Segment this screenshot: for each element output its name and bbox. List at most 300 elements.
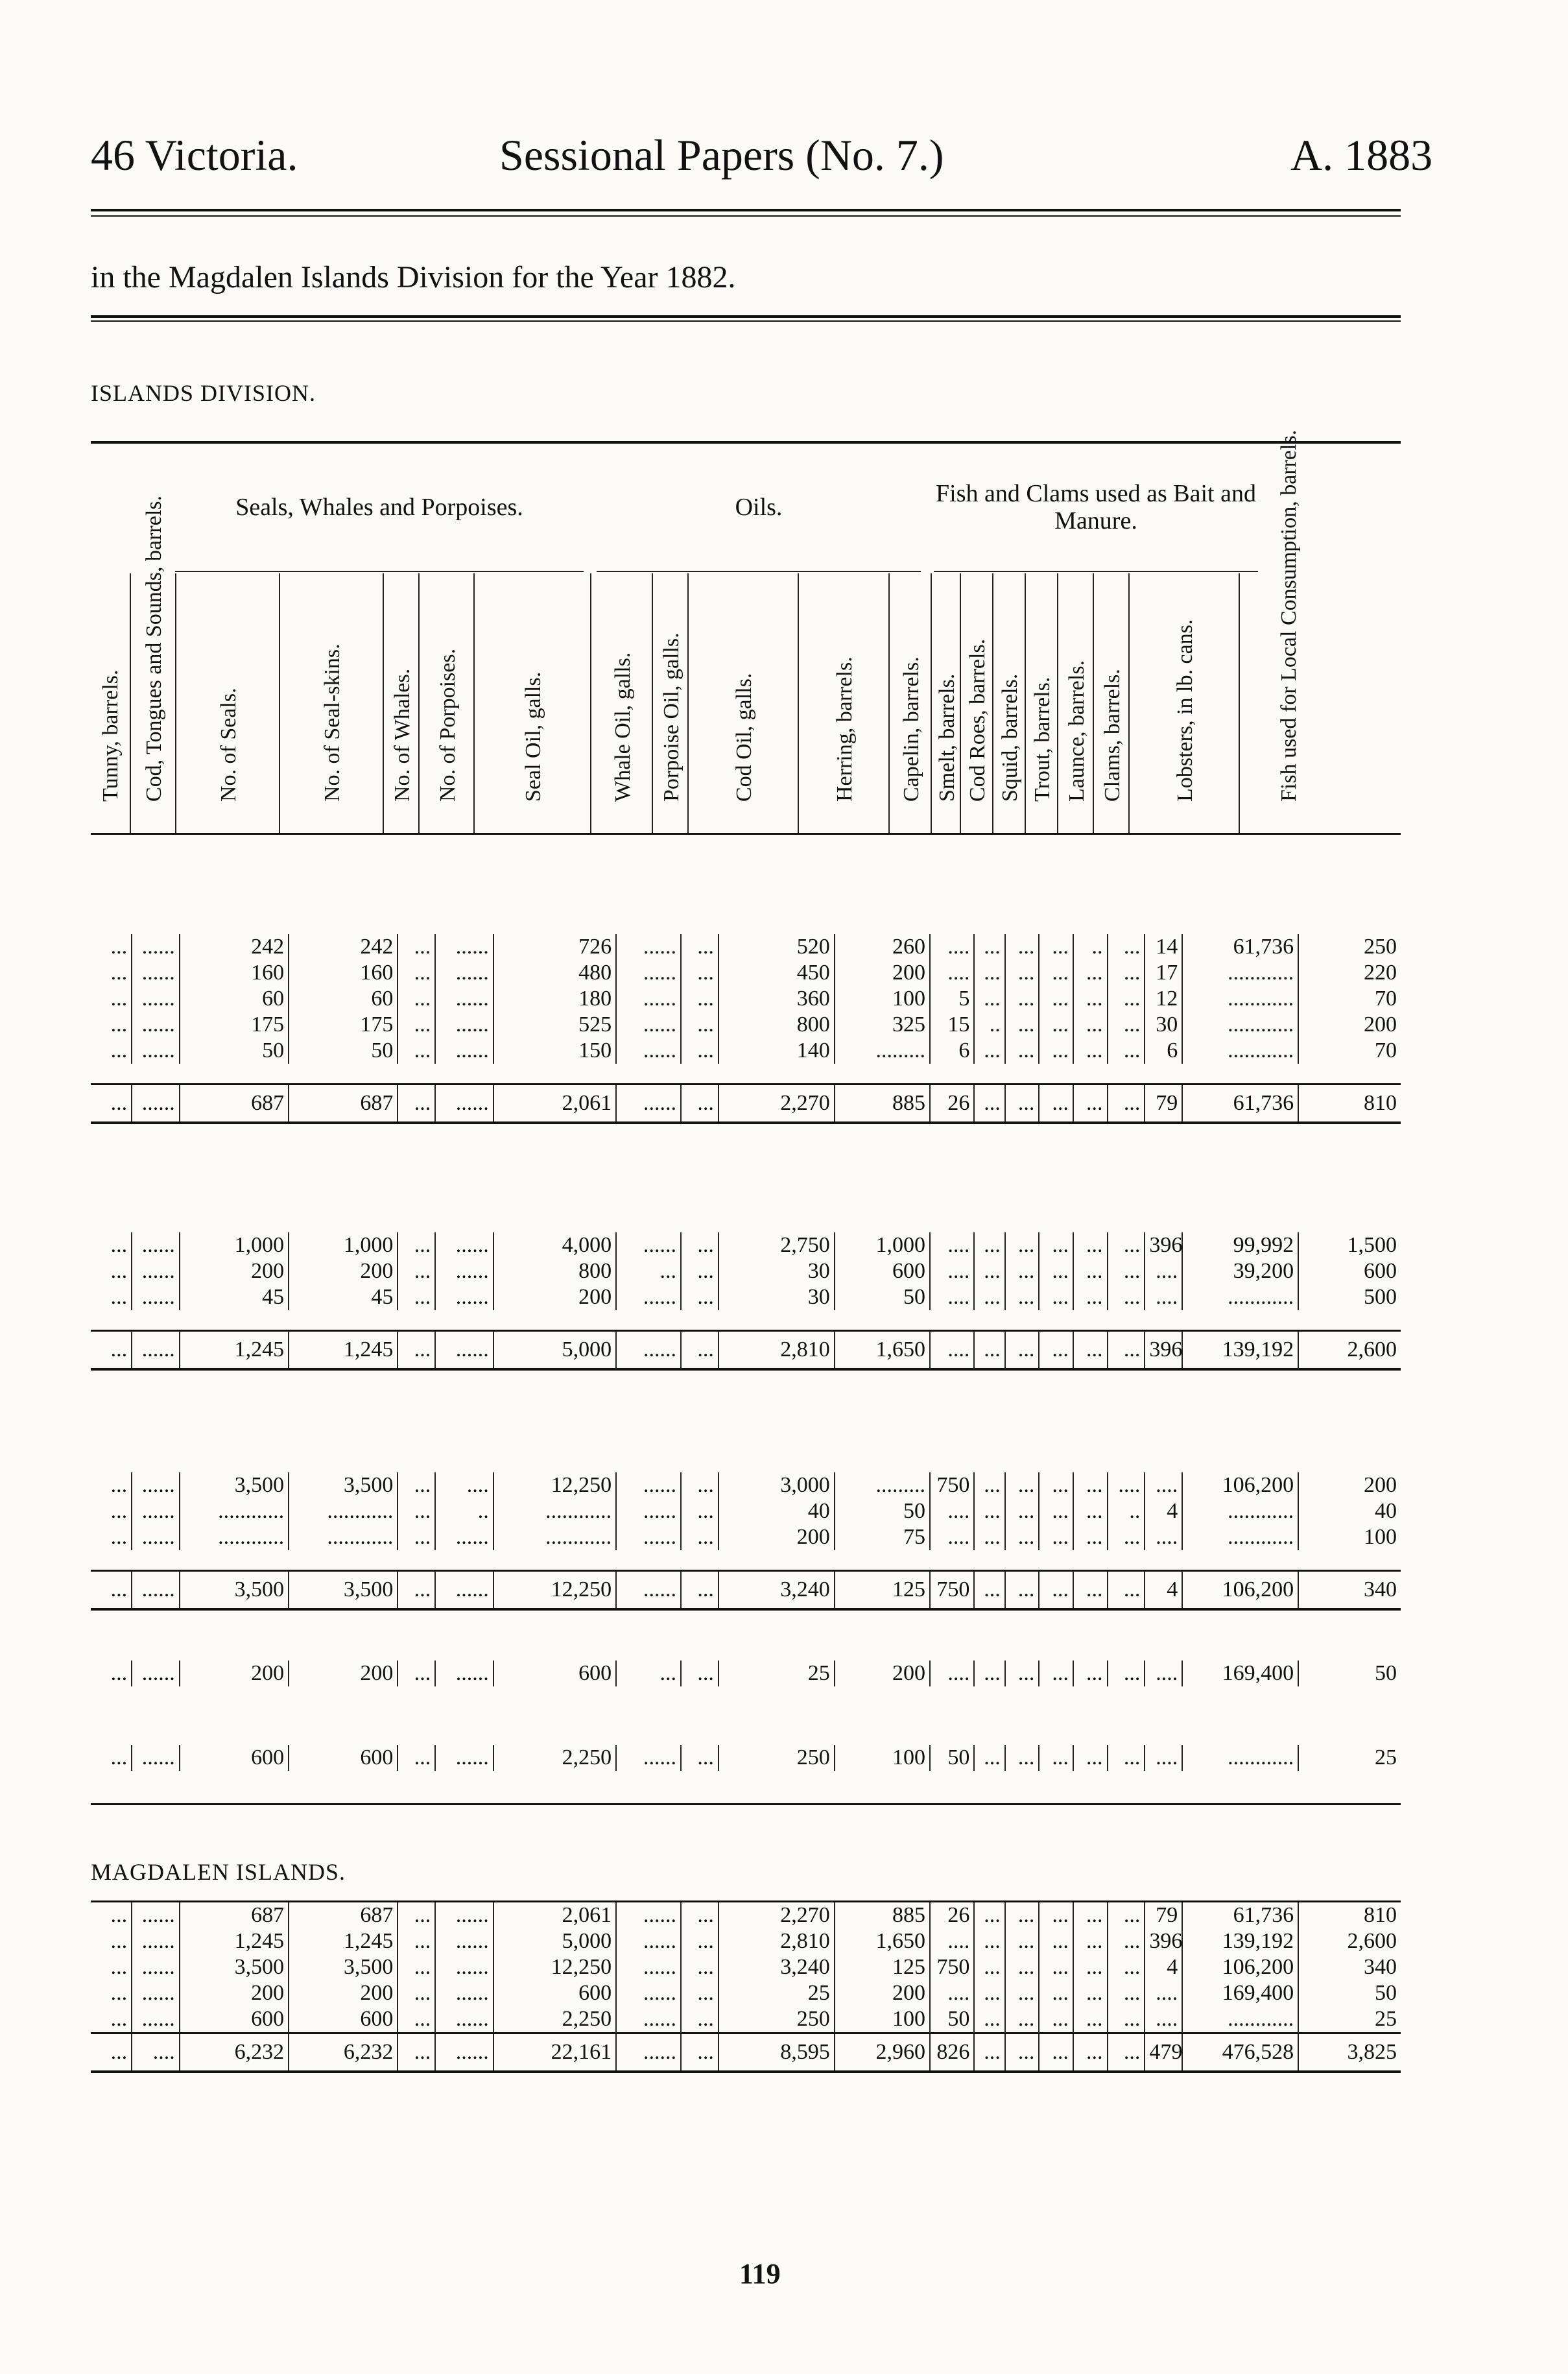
table-cell: 60 (180, 986, 289, 1012)
table-cell: 325 (835, 1012, 930, 1038)
table-cell: ...... (435, 1258, 493, 1284)
table-cell: ... (1073, 1085, 1108, 1123)
table-cell: 600 (180, 1745, 289, 1771)
table-cell: ... (1108, 1012, 1145, 1038)
table-cell: ...... (616, 1472, 681, 1498)
table-cell: 3,500 (180, 1954, 289, 1980)
table-cell: ...... (435, 1232, 493, 1258)
table-cell: 750 (930, 1571, 974, 1610)
table-cell: 200 (835, 960, 930, 986)
table-cell: 3,825 (1298, 2033, 1401, 2072)
table-cell: 1,245 (289, 1928, 398, 1954)
table-cell: ...... (435, 1085, 493, 1123)
table-cell: ...... (616, 1980, 681, 2006)
table-cell: ... (974, 1038, 1004, 1064)
table-cell: ... (1108, 1980, 1145, 2006)
table-cell: 180 (493, 986, 616, 1012)
table-cell: 2,600 (1298, 1928, 1401, 1954)
table-cell: 885 (835, 1902, 930, 1929)
spacer-cell (91, 1064, 1401, 1085)
table-cell: 525 (493, 1012, 616, 1038)
table-cell: 480 (493, 960, 616, 986)
table-cell: 1,650 (835, 1331, 930, 1370)
table-row (91, 1472, 1401, 1498)
table-cell: ... (974, 1928, 1004, 1954)
table-cell: ... (91, 2033, 132, 2072)
table-cell: 450 (719, 960, 835, 986)
table-cell: 1,000 (289, 1232, 398, 1258)
table-cell: ... (681, 1524, 719, 1550)
table-cell: ... (681, 1038, 719, 1064)
table-cell: 175 (289, 1012, 398, 1038)
table-cell: ... (91, 1331, 132, 1370)
spacer-cell (91, 1550, 1401, 1571)
table-cell: 5 (930, 986, 974, 1012)
total-row (91, 1331, 1401, 1370)
table-cell: ...... (132, 1012, 180, 1038)
table-cell: ...... (435, 986, 493, 1012)
table-cell: ...... (616, 1012, 681, 1038)
table-cell: 30 (719, 1258, 835, 1284)
table-cell: ... (398, 1524, 435, 1550)
column-header-cell (130, 495, 176, 833)
table-cell: ... (1039, 934, 1073, 960)
table-cell: ... (1005, 1472, 1039, 1498)
table-cell: ... (1039, 1980, 1073, 2006)
table-cell: .... (1145, 1258, 1182, 1284)
table-cell: ... (974, 1661, 1004, 1686)
table-cell: ... (1108, 1085, 1145, 1123)
table-cell: ... (974, 1498, 1004, 1524)
table-cell: 250 (719, 1745, 835, 1771)
table-cell: ... (1073, 2006, 1108, 2033)
header-rule-bottom (91, 215, 1401, 217)
table-cell: ... (974, 1954, 1004, 1980)
table-cell: 600 (835, 1258, 930, 1284)
table-row (91, 1902, 1401, 1929)
table-cell: 2,810 (719, 1331, 835, 1370)
table-cell: 12,250 (493, 1472, 616, 1498)
table-cell: 800 (719, 1012, 835, 1038)
table-cell: 160 (289, 960, 398, 986)
column-header-label: Fish used for Local Consumption, barrels. (1277, 429, 1301, 802)
table-cell: 3,500 (180, 1472, 289, 1498)
table-cell: 600 (289, 1745, 398, 1771)
table-cell: .... (930, 1284, 974, 1310)
table-cell: ... (110, 1929, 128, 1953)
column-header-label: No. of Whales. (390, 668, 414, 802)
table-cell: 175 (180, 1012, 289, 1038)
table-cell: ... (1039, 1954, 1073, 1980)
table-cell: ... (110, 2007, 128, 2031)
table-cell: .. (974, 1012, 1004, 1038)
table-cell: ...... (132, 1954, 180, 1980)
table-cell: ... (398, 1232, 435, 1258)
table-cell: .... (930, 1661, 974, 1686)
table-cell: 79 (1145, 1902, 1182, 1929)
table-cell: ............ (493, 1498, 616, 1524)
table-cell: ... (398, 1928, 435, 1954)
table-cell: ... (974, 1284, 1004, 1310)
table-cell: 61,736 (1182, 1085, 1298, 1123)
table-cell: ...... (435, 1571, 493, 1610)
table-cell: 2,061 (493, 1085, 616, 1123)
table-cell: 340 (1298, 1954, 1401, 1980)
table-cell: ............ (1182, 1745, 1298, 1771)
column-header-cell (91, 573, 130, 833)
table-cell: 242 (289, 934, 398, 960)
table-cell: 200 (493, 1284, 616, 1310)
table-cell: ...... (616, 1745, 681, 1771)
table-cell: ...... (132, 1524, 180, 1550)
spacer-row (91, 1064, 1401, 1085)
table-cell: ... (1073, 1571, 1108, 1610)
table-cell: ... (1108, 960, 1145, 986)
group-fish-bait: Fish and Clams used as Bait and Manure. (934, 444, 1258, 572)
column-header-cell (1239, 429, 1337, 833)
table-cell: ... (1108, 1661, 1145, 1686)
spacer-cell (91, 1310, 1401, 1331)
table-cell: 30 (719, 1284, 835, 1310)
table-cell: ...... (616, 1331, 681, 1370)
table-cell: ... (1039, 1038, 1073, 1064)
table-cell: .... (1145, 1284, 1182, 1310)
table-cell: ... (1108, 1571, 1145, 1610)
table-row (91, 1498, 1401, 1524)
table-cell: ... (1005, 960, 1039, 986)
table-cell: ... (1073, 1012, 1108, 1038)
column-header-label: No. of Porpoises. (435, 648, 460, 802)
table-cell: 50 (930, 2006, 974, 2033)
group-oils: Oils. (597, 444, 921, 572)
table-cell: ... (1005, 1085, 1039, 1123)
table-cell: ... (1108, 1954, 1145, 1980)
table-cell: ... (681, 1331, 719, 1370)
table-cell: 687 (289, 1902, 398, 1929)
table-cell: ... (1039, 1472, 1073, 1498)
table-cell: ... (974, 1980, 1004, 2006)
table-cell: ... (1073, 1661, 1108, 1686)
table-cell: 70 (1298, 1038, 1401, 1064)
table-cell: ... (1073, 1954, 1108, 1980)
table-cell: 70 (1298, 986, 1401, 1012)
table-cell: ... (110, 1525, 128, 1549)
grand-total-row (91, 2033, 1401, 2072)
table-cell: 25 (719, 1980, 835, 2006)
table-cell: 6 (930, 1038, 974, 1064)
table-cell: ...... (435, 1954, 493, 1980)
column-header-label: No. of Seals. (217, 688, 241, 802)
header-right: A. 1883 (1290, 130, 1433, 180)
column-header-cell (992, 573, 1026, 833)
column-header-cell (1093, 573, 1130, 833)
table-cell: 15 (930, 1012, 974, 1038)
table-cell: ...... (435, 1331, 493, 1370)
table-cell: ...... (132, 1038, 180, 1064)
table-cell: 220 (1298, 960, 1401, 986)
table-cell: ...... (132, 1928, 180, 1954)
table-cell: 100 (835, 1745, 930, 1771)
table-cell: ... (110, 1745, 128, 1769)
table-cell: ... (1005, 986, 1039, 1012)
table-cell: 2,600 (1298, 1331, 1401, 1370)
table-row (91, 1928, 1401, 1954)
table-cell: 687 (180, 1085, 289, 1123)
table-cell: ... (110, 1259, 128, 1283)
table-cell: 106,200 (1182, 1954, 1298, 1980)
table-cell: 45 (180, 1284, 289, 1310)
table-cell: 885 (835, 1085, 930, 1123)
table-cell: 50 (1298, 1661, 1401, 1686)
table-cell: ... (1108, 1524, 1145, 1550)
block-2-table (91, 1232, 1401, 1371)
table-cell: 1,245 (180, 1331, 289, 1370)
table-cell: 4 (1145, 1954, 1182, 1980)
table-cell: 810 (1298, 1902, 1401, 1929)
table-cell: ... (91, 1571, 132, 1610)
table-cell: ...... (132, 1498, 180, 1524)
table-cell: .... (930, 1928, 974, 1954)
table-cell: 30 (1145, 1012, 1182, 1038)
table-cell: 1,500 (1298, 1232, 1401, 1258)
table-cell: ...... (132, 1980, 180, 2006)
table-cell: ... (110, 1499, 128, 1523)
table-cell: 150 (493, 1038, 616, 1064)
table-cell: 826 (930, 2033, 974, 2072)
table-cell: 26 (930, 1085, 974, 1123)
table-cell: ... (681, 1928, 719, 1954)
table-cell: .. (1108, 1498, 1145, 1524)
table-cell: 14 (1145, 934, 1182, 960)
table-cell: 106,200 (1182, 1472, 1298, 1498)
table-cell: 800 (493, 1258, 616, 1284)
table-cell: ... (1108, 1928, 1145, 1954)
block-1-table (91, 934, 1401, 1124)
table-cell: 22,161 (493, 2033, 616, 2072)
table-cell: ... (1039, 1498, 1073, 1524)
table-cell: ............ (289, 1498, 398, 1524)
table-cell: ... (1073, 1331, 1108, 1370)
table-row (91, 1524, 1401, 1550)
table-cell: .... (1145, 1980, 1182, 2006)
table-cell: ... (681, 1498, 719, 1524)
table-cell: ... (1039, 1284, 1073, 1310)
table-cell: .... (1145, 1472, 1182, 1498)
table-cell: ... (1005, 2033, 1039, 2072)
table-cell: ...... (132, 1661, 180, 1686)
section-title-magdalen-islands: MAGDALEN ISLANDS. (91, 1859, 346, 1885)
column-header-label: Cod Oil, galls. (732, 673, 756, 802)
table-cell: ... (974, 1571, 1004, 1610)
table-cell: ... (974, 1085, 1004, 1123)
table-row (91, 1258, 1401, 1284)
table-cell: ............ (1182, 960, 1298, 986)
table-cell: ... (1005, 1571, 1039, 1610)
table-cell: ... (681, 1012, 719, 1038)
table-cell: ... (1039, 1085, 1073, 1123)
table-cell: 2,750 (719, 1232, 835, 1258)
table-cell: ...... (616, 1038, 681, 1064)
table-cell: ... (398, 960, 435, 986)
table-cell: ... (1005, 1331, 1039, 1370)
table-cell: ...... (616, 1902, 681, 1929)
table-cell: 3,500 (289, 1571, 398, 1610)
table-cell: ... (398, 1498, 435, 1524)
table-cell: 12,250 (493, 1571, 616, 1610)
table-cell: ...... (132, 960, 180, 986)
table-cell: ... (110, 1981, 128, 2005)
table-cell: 50 (835, 1498, 930, 1524)
table-cell: ... (398, 2033, 435, 2072)
table-cell: ... (1073, 1928, 1108, 1954)
table-cell: 3,240 (719, 1571, 835, 1610)
table-cell: 100 (835, 986, 930, 1012)
table-cell: 99,992 (1182, 1232, 1298, 1258)
table-cell: ...... (616, 1498, 681, 1524)
table-cell: 75 (835, 1524, 930, 1550)
table-cell: 2,960 (835, 2033, 930, 2072)
table-cell: ... (398, 1902, 435, 1929)
table-cell: ... (1005, 1954, 1039, 1980)
column-header-label: No. of Seal-skins. (320, 643, 344, 802)
table-cell: ............ (493, 1524, 616, 1550)
column-header-cell (931, 573, 961, 833)
table-cell: ... (1005, 1232, 1039, 1258)
table-cell: ...... (435, 2006, 493, 2033)
table-cell: ... (398, 1472, 435, 1498)
table-cell: ... (974, 1232, 1004, 1258)
table-cell: 50 (289, 1038, 398, 1064)
table-cell: ............ (180, 1498, 289, 1524)
table-cell: 5,000 (493, 1331, 616, 1370)
header-rule-top (91, 209, 1401, 211)
table-row (91, 1012, 1401, 1038)
table-cell: ... (1073, 1524, 1108, 1550)
table-cell: .. (1073, 934, 1108, 960)
table-cell: ...... (435, 1661, 493, 1686)
table-cell: 50 (1298, 1980, 1401, 2006)
table-cell: 61,736 (1182, 1902, 1298, 1929)
table-cell: ... (974, 2006, 1004, 2033)
table-cell: ... (1039, 2033, 1073, 2072)
block-4-table (91, 1661, 1401, 1686)
table-cell: ... (1108, 1038, 1145, 1064)
table-cell: 50 (180, 1038, 289, 1064)
table-cell: ... (110, 1661, 128, 1685)
header-left: 46 Victoria. (91, 130, 298, 180)
table-cell: ... (681, 1472, 719, 1498)
table-cell: ... (1073, 2033, 1108, 2072)
table-cell: 750 (930, 1954, 974, 1980)
table-cell: 26 (930, 1902, 974, 1929)
total-row (91, 1085, 1401, 1123)
table-row (91, 1284, 1401, 1310)
table-cell: 50 (930, 1745, 974, 1771)
table-cell: ... (1073, 1038, 1108, 1064)
table-cell: 169,400 (1182, 1980, 1298, 2006)
table-cell: 1,000 (180, 1232, 289, 1258)
table-cell: ... (1005, 1928, 1039, 1954)
table-cell: ...... (132, 1085, 180, 1123)
table-cell: ... (398, 1980, 435, 2006)
column-header-cell (383, 573, 420, 833)
table-cell: ... (398, 1012, 435, 1038)
spacer-row (91, 1310, 1401, 1331)
table-cell: ... (1039, 960, 1073, 986)
table-cell: 479 (1145, 2033, 1182, 2072)
table-cell: 25 (719, 1661, 835, 1686)
table-cell: .... (930, 960, 974, 986)
table-cell: .... (930, 1498, 974, 1524)
table-row (91, 934, 1401, 960)
table-cell: ... (1039, 1928, 1073, 1954)
table-cell: 3,000 (719, 1472, 835, 1498)
column-header-label: Trout, barrels. (1030, 677, 1054, 802)
table-cell: 12 (1145, 986, 1182, 1012)
table-cell: 2,250 (493, 2006, 616, 2033)
table-cell: 6,232 (289, 2033, 398, 2072)
table-cell: 169,400 (1182, 1661, 1298, 1686)
table-cell: 2,270 (719, 1085, 835, 1123)
table-cell: ... (1039, 1524, 1073, 1550)
table-row (91, 1980, 1401, 2006)
table-cell: ... (616, 1258, 681, 1284)
table-cell: ... (398, 1571, 435, 1610)
table-cell: 40 (719, 1498, 835, 1524)
table-cell: ... (681, 986, 719, 1012)
table-cell: 2,061 (493, 1902, 616, 1929)
table-cell: ... (1005, 1258, 1039, 1284)
table-cell: ... (1073, 1498, 1108, 1524)
table-cell: ... (1073, 1902, 1108, 1929)
table-cell: ...... (616, 1524, 681, 1550)
table-cell: ...... (616, 1928, 681, 1954)
column-header-cell (1057, 573, 1094, 833)
group-seals-whales: Seals, Whales and Porpoises. (175, 444, 584, 572)
column-header-label: Clams, barrels. (1100, 669, 1124, 802)
table-row (91, 1038, 1401, 1064)
column-header-label: Squid, barrels. (998, 673, 1022, 802)
table-cell: ... (1005, 1745, 1039, 1771)
table-cell: ... (1039, 1012, 1073, 1038)
table-cell: 200 (180, 1258, 289, 1284)
table-cell: ...... (132, 986, 180, 1012)
table-cell: ...... (435, 1980, 493, 2006)
table-cell: ... (1039, 986, 1073, 1012)
table-cell: .... (1145, 1524, 1182, 1550)
table-cell: 250 (1298, 934, 1401, 960)
table-cell: ... (681, 1232, 719, 1258)
table-cell: ... (1005, 1661, 1039, 1686)
table-cell: .... (435, 1472, 493, 1498)
table-cell: 396 (1145, 1331, 1182, 1370)
column-header-label: Smelt, barrels. (934, 673, 959, 802)
table-cell: 396 (1145, 1928, 1182, 1954)
table-cell: ... (1039, 1258, 1073, 1284)
table-cell: ...... (435, 960, 493, 986)
table-cell: 1,245 (289, 1331, 398, 1370)
table-cell: ... (681, 1284, 719, 1310)
table-cell: ... (681, 1085, 719, 1123)
table-cell: ...... (616, 2006, 681, 2033)
column-header-label: Launce, barrels. (1064, 660, 1089, 802)
table-cell: ... (1108, 2006, 1145, 2033)
table-cell: ... (1073, 1745, 1108, 1771)
table-row (91, 1232, 1401, 1258)
table-cell: 6 (1145, 1038, 1182, 1064)
table-cell: ... (1005, 1012, 1039, 1038)
table-cell: 200 (180, 1980, 289, 2006)
